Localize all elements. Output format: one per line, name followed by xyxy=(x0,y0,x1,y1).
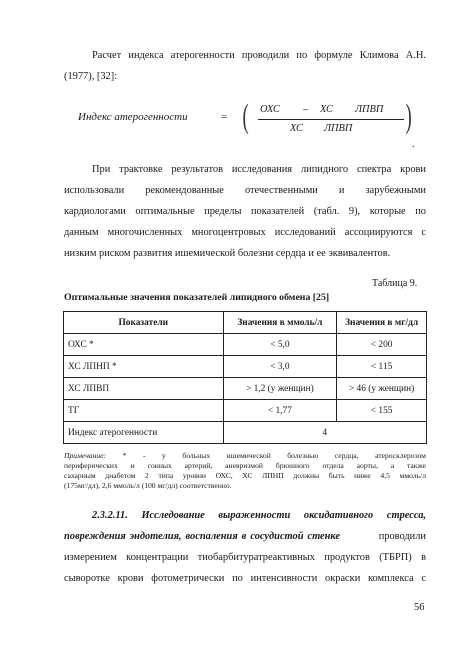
value-mmol: > 1,2 (у женщин) xyxy=(223,378,337,400)
note-line-1 xyxy=(64,451,426,461)
table-row xyxy=(64,334,427,356)
formula-equals: = xyxy=(221,111,228,123)
value-mmol: < 3,0 xyxy=(223,356,337,378)
value-mgdl: > 46 (у женщин) xyxy=(337,378,427,400)
note-line-4: (175мг/дл), 2,6 ммоль/л (100 мг/дл) соответственно. xyxy=(64,481,232,490)
paragraph-line: данным многочисленных многоцентровых исследований ассоциируются с xyxy=(64,227,426,238)
table-row xyxy=(64,378,427,400)
table-row xyxy=(64,356,427,378)
section-heading-rest: проводили xyxy=(378,531,426,542)
page-number: 56 xyxy=(414,602,425,613)
table-number: Таблица 9. xyxy=(372,278,418,289)
note-prefix: Примечание: xyxy=(64,451,107,460)
row-label: ОХС * xyxy=(64,334,224,356)
paragraph-line: использовали рекомендованные отечественными и зарубежными xyxy=(64,185,426,196)
section-heading-line-2 xyxy=(64,531,426,542)
table-title: Оптимальные значения показателей липидного обмена [25] xyxy=(64,292,330,303)
left-paren: ( xyxy=(242,98,249,135)
section-heading-bold: повреждения эндотелия, воспаления в сосудистой стенке xyxy=(64,531,340,542)
row-label: ХС ЛПНП * xyxy=(64,356,224,378)
column-header: Значения в мг/дл xyxy=(337,312,427,334)
column-header: Значения в ммоль/л xyxy=(223,312,337,334)
fraction-line xyxy=(258,119,404,120)
section-heading-line-1: 2.3.2.11. Исследование выраженности оксидативного стресса, xyxy=(92,510,426,521)
right-paren: ) xyxy=(405,98,412,135)
table-row xyxy=(64,400,427,422)
paragraph-line: измерением концентрации тиобарбитуратреактивных продуктов (ТБРП) в xyxy=(64,552,426,563)
intro-line-1: Расчет индекса атерогенности проводили по формуле Климова А.Н. xyxy=(92,50,426,61)
numerator-term-3: ЛПВП xyxy=(355,104,384,115)
paragraph-line: кардиологами оптимальные пределы показателей (табл. 9), которые по xyxy=(64,206,426,217)
table-row xyxy=(64,422,427,444)
table-header-row xyxy=(64,312,427,334)
formula-dot: . xyxy=(412,139,415,150)
row-label: ХС ЛПВП xyxy=(64,378,224,400)
lipid-values-table xyxy=(63,311,427,444)
paragraph-line: При трактовке результатов исследования липидного спектра крови xyxy=(92,164,426,175)
value-mgdl: < 155 xyxy=(337,400,427,422)
value-mgdl: < 115 xyxy=(337,356,427,378)
note-line-2: периферических и сонных артерий, аневризмой брюшного отдела аорты, а также xyxy=(64,461,426,470)
row-label: ТГ xyxy=(64,400,224,422)
note-text: * - у больных ишемической болезнью сердца, атеросклерозом xyxy=(122,451,426,460)
numerator-minus: – xyxy=(303,104,309,115)
value-mgdl: < 200 xyxy=(337,334,427,356)
atherogenic-index-value: 4 xyxy=(223,422,426,444)
note-line-3: сахарным диабетом 2 типа уровни ОХС, ХС ЛПНП должны быть ниже 4,5 ммоль/л xyxy=(64,471,426,480)
value-mmol: < 5,0 xyxy=(223,334,337,356)
column-header: Показатели xyxy=(64,312,224,334)
paragraph-line: низким риском развития ишемической болезни сердца и ее эквивалентов. xyxy=(64,248,391,259)
value-mmol: < 1,77 xyxy=(223,400,337,422)
paragraph-line: сыворотке крови фотометрически по интенсивности окраски комплекса с xyxy=(64,573,426,584)
denominator-term-2: ЛПВП xyxy=(324,123,353,134)
numerator-term-1: ОХС xyxy=(260,104,280,115)
intro-line-2: (1977), [32]: xyxy=(64,71,118,82)
formula-label: Индекс атерогенности xyxy=(78,111,188,123)
row-label: Индекс атерогенности xyxy=(64,422,224,444)
numerator-term-2: ХС xyxy=(320,104,333,115)
denominator-term-1: ХС xyxy=(290,123,303,134)
